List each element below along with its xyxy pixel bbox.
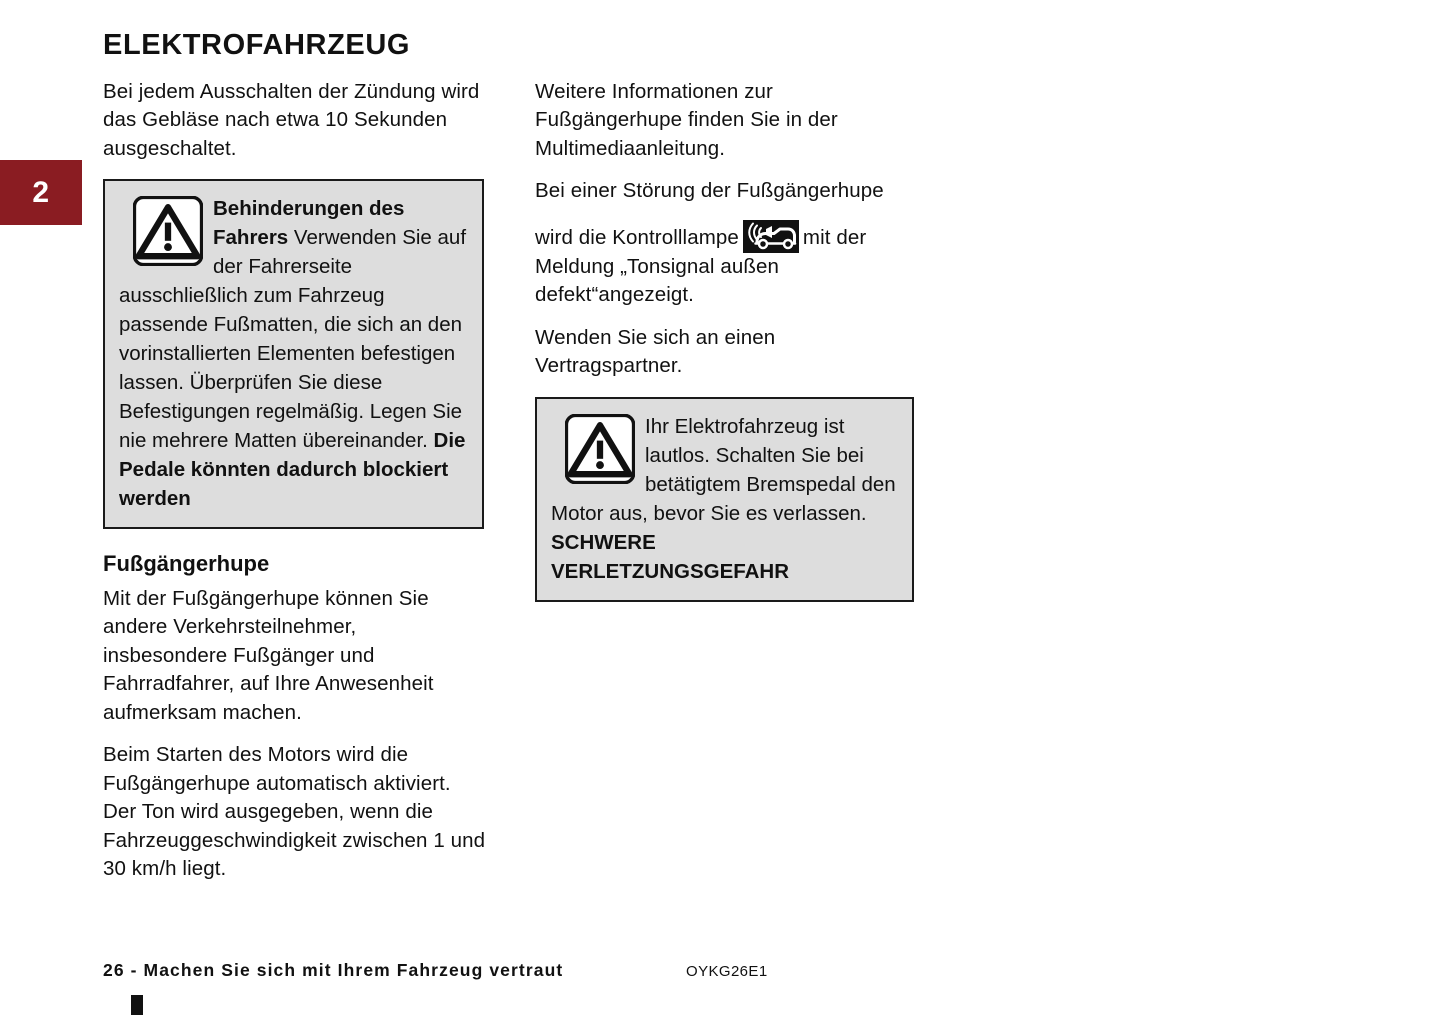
indicator-text-before: wird die Kontrolllampe (535, 225, 739, 249)
warning-bold-footer: Die Pedale könnten dadurch blockiert werden (119, 429, 466, 511)
indicator-text-after: mit der Meldung „Tonsignal außen defekt“angezeigt. (535, 225, 867, 307)
page-content (103, 29, 1353, 881)
warning-body: Ihr Elektrofahrzeug ist lautlos. Schalten Sie bei betätigtem Bremspedal den Motor aus, bevor Sie es verlassen. (551, 414, 896, 525)
bottom-registration-mark (131, 995, 143, 1015)
chapter-number: 2 (32, 175, 50, 209)
paragraph-malfunction-intro: Bei einer Störung der Fußgängerhupe (535, 179, 884, 203)
page-title: ELEKTROFAHRZEUG (103, 29, 411, 61)
page-footer (103, 960, 1353, 986)
footer-document-code: OYKG26E1 (686, 963, 768, 980)
chapter-tab (0, 160, 82, 225)
pedestrian-horn-indicator-icon (743, 220, 799, 253)
paragraph-more-info: Weitere Informationen zur Fußgängerhupe finden Sie in der Multimediaanleitung. (535, 79, 838, 160)
footer-page-label: 26 - Machen Sie sich mit Ihrem Fahrzeug vertraut (103, 960, 564, 980)
warning-triangle-icon (565, 414, 635, 484)
warning-body: Verwenden Sie auf der Fahrerseite ausschließlich zum Fahrzeug passende Fußmatten, die sich an den vorinstallierten Elementen befestigen lassen. Überprüfen Sie diese Befestigungen regelmäßig. Legen Sie nie mehrere Matten übereinander. (119, 226, 467, 453)
warning-box-silent-vehicle (535, 397, 914, 602)
warning-bold-footer: SCHWERE VERLETZUNGSGEFAHR (551, 530, 790, 583)
left-column (103, 78, 486, 898)
warning-heading: Behinderungen des Fahrers (213, 197, 405, 250)
paragraph-horn-purpose: Mit der Fußgängerhupe können Sie andere Verkehrsteilnehmer, insbesondere Fußgänger und Fahrradfahrer, auf Ihre Anwesenheit aufmerksam machen. (103, 586, 434, 724)
paragraph-contact-dealer: Wenden Sie sich an einen Vertragspartner. (535, 325, 776, 378)
section-heading-pedestrian-horn: Fußgängerhupe (103, 551, 270, 577)
intro-paragraph: Bei jedem Ausschalten der Zündung wird das Gebläse nach etwa 10 Sekunden ausgeschaltet. (103, 79, 480, 160)
warning-triangle-icon (133, 196, 203, 266)
paragraph-indicator-lamp (535, 220, 918, 310)
warning-box-driver-obstruction (103, 179, 484, 529)
paragraph-horn-activation: Beim Starten des Motors wird die Fußgängerhupe automatisch aktiviert. Der Ton wird ausgegeben, wenn die Fahrzeuggeschwindigkeit zwischen 1 und 30 km/h liegt. (103, 743, 486, 881)
right-column (535, 78, 918, 624)
